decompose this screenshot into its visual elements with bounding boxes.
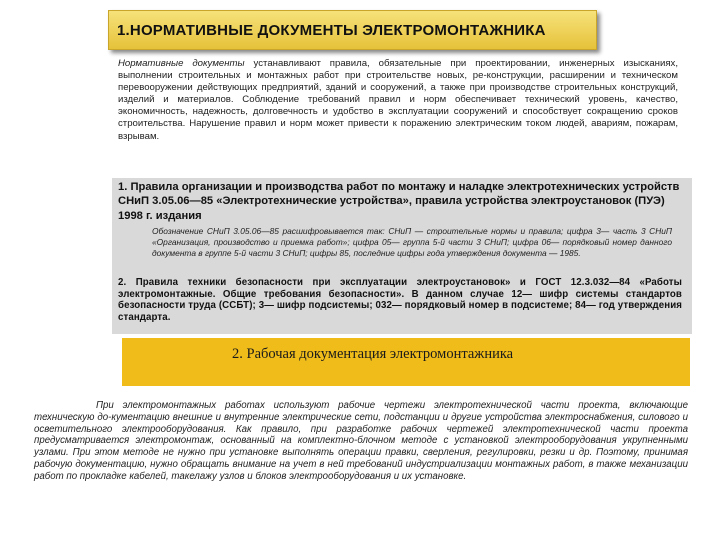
subtitle-banner — [122, 338, 690, 386]
section1-heading: 1. Правила организации и производства работ по монтажу и наладке электротехнических устройств СНиП 3.05.06—85 «Электротехнические устройства», правила устройства электроустановок (ПУЭ) 1998 г. издания — [118, 181, 680, 222]
section1-note: Обозначение СНиП 3.05.06—85 расшифровывается так: СНиП — строительные нормы и правила; цифра 3— часть 3 СНиП «Организация, производство и приемка работ»; цифра 05— группа 5-й части 3 СНиП; цифра 06— порядковый номер данного документа в группе 5-й части 3 СНиП; цифры 85, последние цифры года утверждения документа — 1985. — [152, 226, 672, 258]
intro-body: устанавливают правила, обязательные при проектировании, инженерных изысканиях, выполнении строительных и монтажных работ при строительстве новых, ре-конструкции, расширении и техническом перевооружении действующих предприятий, зданий и сооружений, а также при производстве строительных конструкций, изделий и материалов. Соблюдение требований правил и норм обеспечивает технический уровень, качество, экономичность, надежность, долговечность и удобство в эксплуатации сооружений и способствует сокращению сроков строительства. Нарушение правил и норм может привести к поражению электрическим током людей, авариям, пожарам, взрывам. — [118, 58, 678, 142]
bottom-paragraph — [34, 400, 688, 483]
title-banner — [108, 10, 597, 50]
intro-lead: Нормативные документы — [118, 58, 245, 69]
bottom-text: При электромонтажных работах используют рабочие чертежи электротехнической части проекта, включающие техническую до-кументацию внешние и внутренние электрические сети, подстанции и другие устройства электроснабжения, силового и осветительного электрооборудования. Как правило, при разработке рабочих чертежей электротехнической части проекта предусматривается электромонтаж, основанный на комплектно-блочном методе с установкой электрооборудования укрупненными узлами. При этом методе не нужно при установке выполнять операции правки, сверления, регулировки, резки и др. Поэтому, принимая рабочую документацию, нужно обращать внимание на учет в ней требований индустриализации монтажных работ, в также механизации работ по прокладке кабелей, такелажу узлов и блоков электрооборудования и их установке. — [34, 400, 688, 482]
intro-paragraph — [118, 58, 678, 143]
section2-paragraph — [118, 277, 682, 323]
section2-body: 2. Правила техники безопасности при эксплуатации электроустановок» и ГОСТ 12.3.032—84 «Работы электромонтажные. Общие требования безопасности». В данном случае 12— шифр системы стандартов безопасности труда (ССБТ); 3— шифр подсистемы; 032— порядковый номер в подсистеме; 84— год утверждения стандарта. — [118, 277, 682, 323]
page-title: 1.НОРМАТИВНЫЕ ДОКУМЕНТЫ ЭЛЕКТРОМОНТАЖНИКА — [117, 22, 546, 39]
subtitle: 2. Рабочая документация электромонтажника — [232, 346, 514, 362]
